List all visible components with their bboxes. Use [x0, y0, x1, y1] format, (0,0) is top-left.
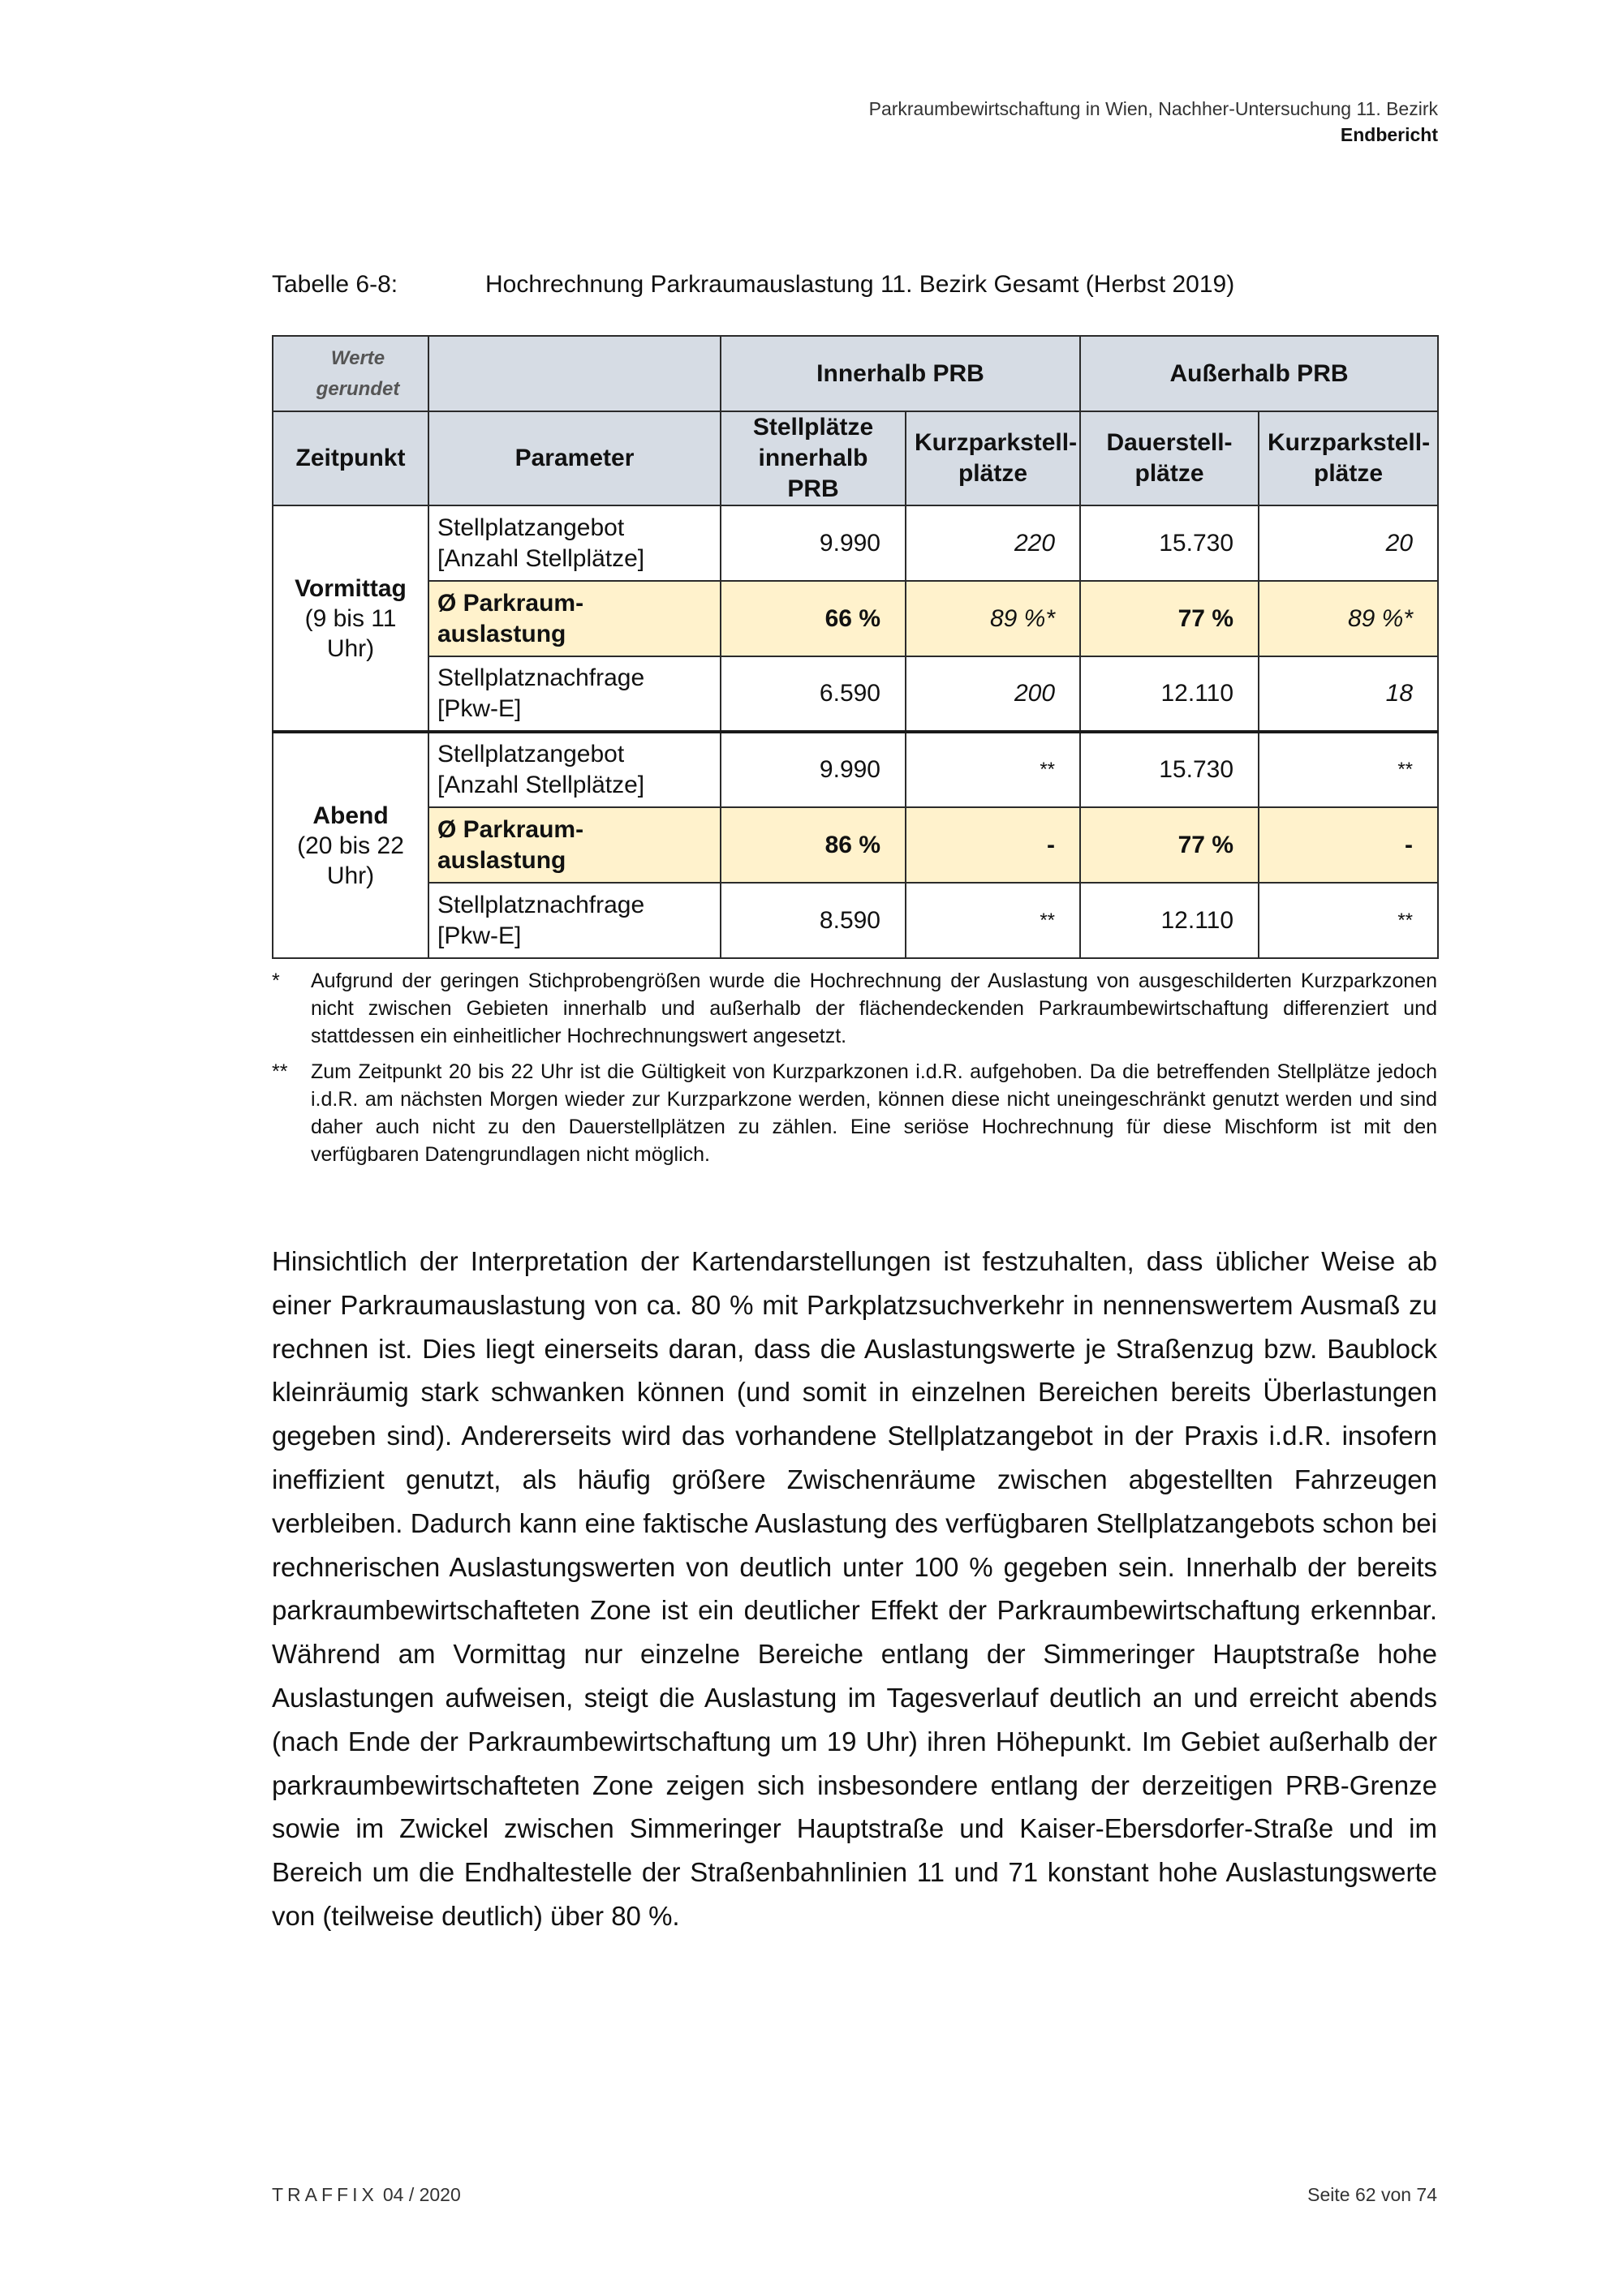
table-row	[273, 505, 1438, 581]
table-caption-title: Hochrechnung Parkraumauslastung 11. Bezirk Gesamt (Herbst 2019)	[485, 271, 1235, 298]
footnote	[272, 1058, 1437, 1168]
utilization-table	[272, 335, 1439, 959]
value-cell: 86 %	[721, 807, 906, 883]
value-cell: 89 %*	[1259, 581, 1438, 656]
parameter-cell: Ø Parkraum-auslastung	[428, 581, 721, 656]
column-header-kurzpark-ausserhalb: Kurzparkstell-plätze	[1259, 411, 1438, 505]
table-row	[273, 883, 1438, 958]
value-cell: 77 %	[1080, 581, 1259, 656]
value-cell: 18	[1259, 656, 1438, 732]
table-caption	[272, 271, 1234, 299]
value-cell: 220	[906, 505, 1080, 581]
column-header-stellplaetze-innerhalb: Stellplätze innerhalb PRB	[721, 411, 906, 505]
body-paragraph: Hinsichtlich der Interpretation der Kartendarstellungen ist festzuhalten, dass üblicher Weise ab einer Parkraumauslastung von ca. 80 % mit Parkplatzsuchverkehr in nennenswertem Ausmaß zu rechnen ist. Dies liegt einerseits daran, dass die Auslastungswerte je Straßenzug bzw. Baublock kleinräumig stark schwanken können (und somit in einzelnen Bereichen bereits Überlastungen gegeben sind). Andererseits wird das vorhandene Stellplatzangebot in der Praxis i.d.R. insofern ineffizient genutzt, als häufig größere Zwischenräume zwischen abgestellten Fahrzeugen verbleiben. Dadurch kann eine faktische Auslastung des verfügbaren Stellplatzangebots schon bei rechnerischen Auslastungswerten von deutlich unter 100 % gegeben sein. Innerhalb der bereits parkraumbewirtschafteten Zone ist ein deutlicher Effekt der Parkraumbewirtschaftung erkennbar. Während am Vormittag nur einzelne Bereiche entlang der Simmeringer Hauptstraße hohe Auslastungen aufweisen, steigt die Auslastung im Tagesverlauf deutlich an und erreicht abends (nach Ende der Parkraumbewirtschaftung um 19 Uhr) ihren Höhepunkt. Im Gebiet außerhalb der parkraumbewirtschafteten Zone zeigen sich insbesondere entlang der derzeitigen PRB-Grenze sowie im Zwickel zwischen Simmeringer Hauptstraße und Kaiser-Ebersdorfer-Straße und im Bereich um die Endhaltestelle der Straßenbahnlinien 11 und 71 konstant hohe Auslastungswerte von (teilweise deutlich) über 80 %.	[272, 1246, 1437, 1931]
table-group-header-row	[273, 336, 1438, 411]
parameter-cell: Stellplatzangebot [Anzahl Stellplätze]	[428, 505, 721, 581]
document-title: Parkraumbewirtschaftung in Wien, Nachher-Untersuchung 11. Bezirk	[868, 98, 1438, 119]
value-cell: 9.990	[721, 505, 906, 581]
column-header-dauerstell-ausserhalb: Dauerstell-plätze	[1080, 411, 1259, 505]
column-header-kurzpark-innerhalb: Kurzparkstell-plätze	[906, 411, 1080, 505]
footnote-mark: *	[272, 970, 280, 992]
value-cell: 9.990	[721, 732, 906, 807]
footer-date: 04 / 2020	[382, 2184, 461, 2205]
column-header-parameter: Parameter	[428, 411, 721, 505]
value-cell: **	[906, 732, 1080, 807]
value-cell: 12.110	[1080, 656, 1259, 732]
rounded-values-note: Werte gerundet	[273, 336, 428, 411]
value-cell: 15.730	[1080, 732, 1259, 807]
empty-header-cell	[428, 336, 721, 411]
value-cell: **	[1259, 883, 1438, 958]
footer-brand	[272, 2184, 461, 2206]
parameter-cell: Ø Parkraum-auslastung	[428, 807, 721, 883]
value-cell: **	[906, 883, 1080, 958]
zeitpunkt-label: Vormittag	[295, 574, 407, 602]
table-column-header-row	[273, 411, 1438, 505]
value-cell: 77 %	[1080, 807, 1259, 883]
value-cell: 89 %*	[906, 581, 1080, 656]
value-cell: -	[1259, 807, 1438, 883]
page-footer	[272, 2184, 1437, 2206]
footnote-text: Aufgrund der geringen Stichprobengrößen wurde die Hochrechnung der Auslastung von ausgeschilderten Kurzparkzonen nicht zwischen Gebieten innerhalb und außerhalb der flächendeckenden Parkraumbewirtschaftung differenziert und stattdessen ein einheitlicher Hochrechnungswert angesetzt.	[311, 970, 1437, 1047]
group-header-ausserhalb: Außerhalb PRB	[1080, 336, 1438, 411]
value-cell: 20	[1259, 505, 1438, 581]
column-header-zeitpunkt: Zeitpunkt	[273, 411, 428, 505]
page-header	[869, 96, 1438, 148]
table-footnotes	[272, 967, 1437, 1176]
table-row	[273, 732, 1438, 807]
zeitpunkt-cell-abend	[273, 732, 428, 958]
group-header-innerhalb: Innerhalb PRB	[721, 336, 1080, 411]
zeitpunkt-cell-vormittag	[273, 505, 428, 732]
table-row	[273, 656, 1438, 732]
footer-brand-name: TRAFFIX	[272, 2184, 378, 2205]
footnote	[272, 967, 1437, 1050]
table-row-highlight	[273, 807, 1438, 883]
value-cell: -	[906, 807, 1080, 883]
value-cell: 6.590	[721, 656, 906, 732]
parameter-cell: Stellplatznachfrage [Pkw-E]	[428, 883, 721, 958]
table-row-highlight	[273, 581, 1438, 656]
parameter-cell: Stellplatznachfrage [Pkw-E]	[428, 656, 721, 732]
zeitraum-label: (20 bis 22 Uhr)	[297, 832, 404, 889]
value-cell: 8.590	[721, 883, 906, 958]
value-cell: 66 %	[721, 581, 906, 656]
zeitpunkt-label: Abend	[312, 802, 389, 829]
footnote-mark: **	[272, 1060, 288, 1083]
document-subtitle: Endbericht	[1340, 124, 1438, 145]
value-cell: **	[1259, 732, 1438, 807]
zeitraum-label: (9 bis 11 Uhr)	[304, 604, 397, 662]
footnote-text: Zum Zeitpunkt 20 bis 22 Uhr ist die Gültigkeit von Kurzparkzonen i.d.R. aufgehoben. Da die betreffenden Stellplätze jedoch i.d.R. am nächsten Morgen wieder zur Kurzparkzone werden, können diese nicht uneingeschränkt genutzt werden und sind daher auch nicht zu den Dauerstellplätzen zu zählen. Eine seriöse Hochrechnung für diese Mischform ist mit den verfügbaren Datengrundlagen nicht möglich.	[311, 1060, 1437, 1166]
value-cell: 200	[906, 656, 1080, 732]
page-number: Seite 62 von 74	[1307, 2184, 1437, 2205]
parameter-cell: Stellplatzangebot [Anzahl Stellplätze]	[428, 732, 721, 807]
table-caption-label: Tabelle 6-8:	[272, 271, 398, 298]
value-cell: 12.110	[1080, 883, 1259, 958]
value-cell: 15.730	[1080, 505, 1259, 581]
